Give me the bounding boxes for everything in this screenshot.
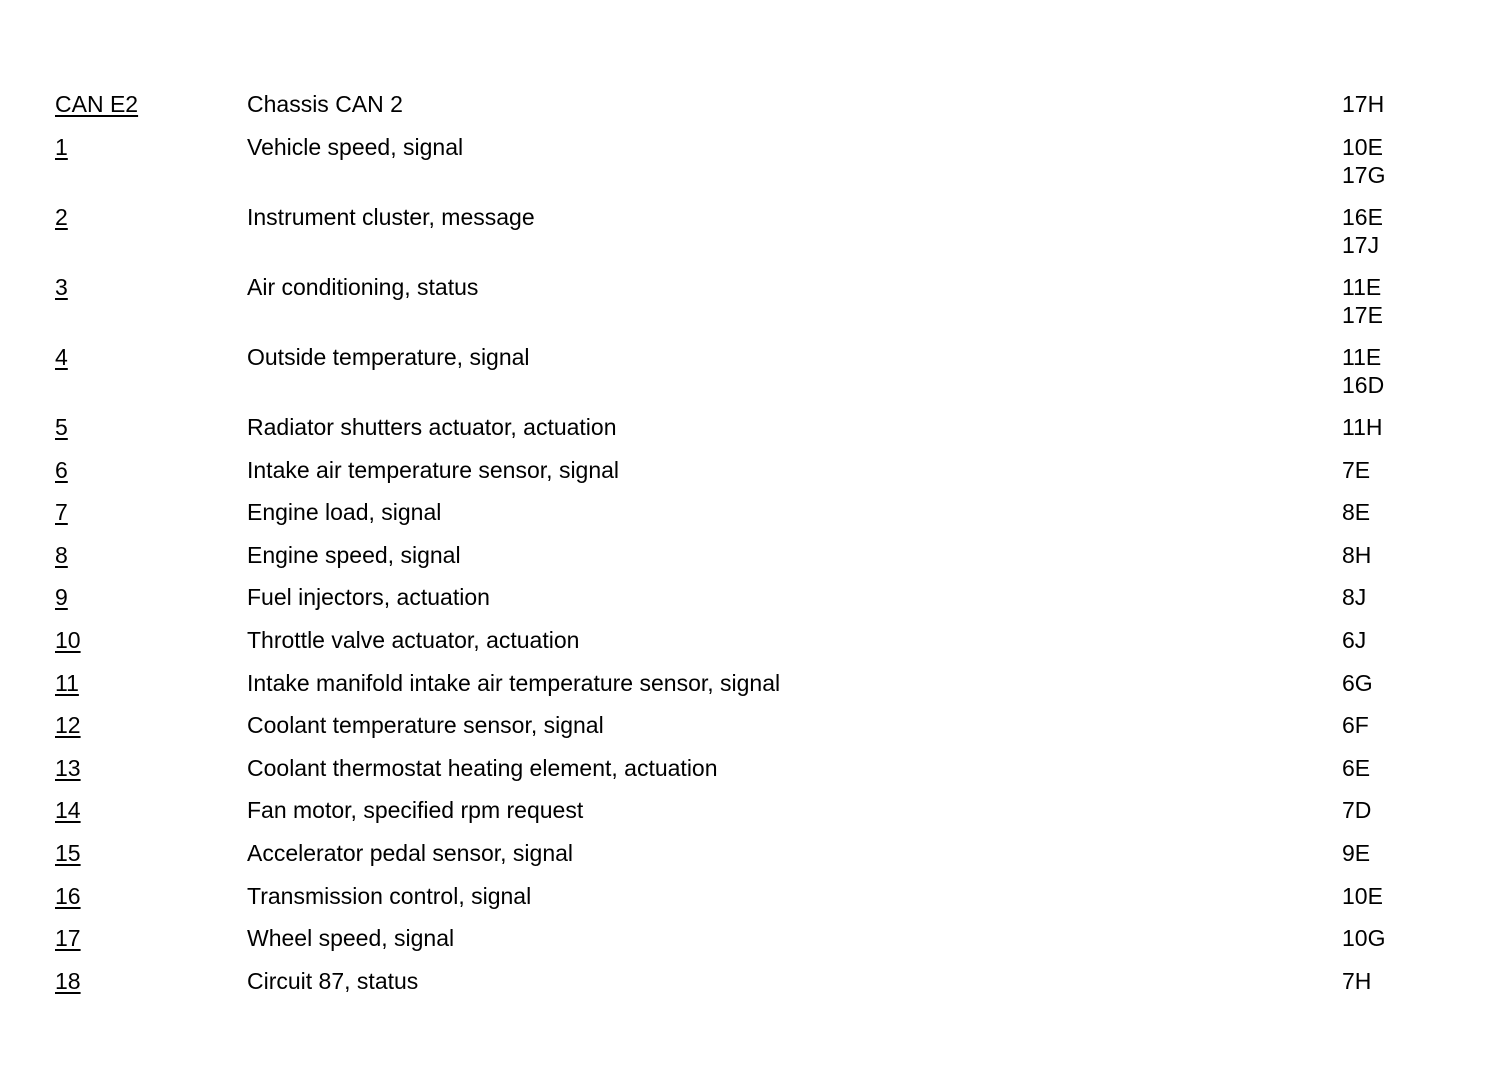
row-code: 13 [55, 754, 81, 781]
table-row [55, 456, 1455, 499]
row-ref: 6E [1342, 754, 1371, 781]
row-code: 10 [55, 626, 81, 653]
row-refs [1342, 498, 1455, 526]
row-refs [1342, 839, 1455, 867]
header-ref: 17H [1342, 91, 1385, 117]
row-ref: 7D [1342, 797, 1372, 824]
legend-rows [55, 133, 1455, 1009]
row-ref: 6G [1342, 669, 1373, 696]
row-code: 1 [55, 134, 68, 160]
table-row [55, 754, 1455, 797]
table-row [55, 583, 1455, 626]
table-row [55, 669, 1455, 712]
row-ref: 11E [1342, 344, 1382, 370]
row-description: Vehicle speed, signal [247, 134, 464, 160]
row-refs [1342, 882, 1455, 910]
row-ref: 9E [1342, 839, 1371, 866]
row-code: 3 [55, 274, 68, 300]
row-code: 12 [55, 712, 81, 739]
row-description: Fan motor, specified rpm request [247, 797, 584, 824]
table-row [55, 924, 1455, 967]
table-row [55, 711, 1455, 754]
header-description: Chassis CAN 2 [247, 91, 403, 117]
row-refs [1342, 456, 1455, 484]
row-code: 18 [55, 967, 81, 994]
header-row [55, 90, 1455, 133]
row-code: 17 [55, 925, 81, 952]
row-description: Fuel injectors, actuation [247, 584, 490, 611]
row-code: 15 [55, 839, 81, 866]
row-code: 14 [55, 797, 81, 824]
table-row [55, 796, 1455, 839]
table-row [55, 133, 1455, 203]
row-code: 4 [55, 344, 68, 370]
table-row [55, 498, 1455, 541]
row-ref: 17G [1342, 162, 1386, 188]
row-refs [1342, 583, 1455, 611]
row-ref: 10E [1342, 134, 1383, 160]
table-row [55, 273, 1455, 343]
row-ref: 7E [1342, 456, 1371, 483]
table-row [55, 203, 1455, 273]
table-row [55, 626, 1455, 669]
row-description: Coolant thermostat heating element, actuation [247, 754, 718, 781]
row-description: Engine load, signal [247, 499, 442, 526]
row-refs [1342, 967, 1455, 995]
row-description: Throttle valve actuator, actuation [247, 626, 580, 653]
legend-table [55, 90, 1455, 1009]
row-description: Coolant temperature sensor, signal [247, 712, 604, 739]
row-ref: 16D [1342, 372, 1385, 398]
row-refs [1342, 343, 1455, 399]
row-refs [1342, 626, 1455, 654]
row-ref: 6F [1342, 712, 1369, 739]
row-description: Accelerator pedal sensor, signal [247, 839, 574, 866]
row-description: Intake air temperature sensor, signal [247, 456, 620, 483]
row-description: Air conditioning, status [247, 274, 479, 300]
row-refs [1342, 924, 1455, 952]
row-code: 5 [55, 414, 68, 440]
row-code: 7 [55, 499, 68, 526]
row-refs [1342, 669, 1455, 697]
row-ref: 7H [1342, 967, 1372, 994]
row-description: Outside temperature, signal [247, 344, 530, 370]
row-refs [1342, 273, 1455, 329]
row-ref: 10G [1342, 925, 1386, 952]
row-description: Engine speed, signal [247, 541, 461, 568]
table-row [55, 541, 1455, 584]
row-refs [1342, 541, 1455, 569]
row-code: 11 [55, 669, 79, 696]
row-code: 6 [55, 456, 68, 483]
row-refs [1342, 796, 1455, 824]
table-row [55, 343, 1455, 413]
table-row [55, 413, 1455, 456]
row-ref: 11E [1342, 274, 1382, 300]
row-description: Intake manifold intake air temperature sensor, signal [247, 669, 781, 696]
table-row [55, 839, 1455, 882]
row-ref: 6J [1342, 626, 1367, 653]
row-ref: 8E [1342, 499, 1371, 526]
row-ref: 10E [1342, 882, 1383, 909]
row-code: 9 [55, 584, 68, 611]
row-ref: 17E [1342, 302, 1383, 328]
row-description: Instrument cluster, message [247, 204, 535, 230]
row-description: Radiator shutters actuator, actuation [247, 414, 617, 440]
row-refs [1342, 711, 1455, 739]
row-ref: 17J [1342, 232, 1380, 258]
header-refs [1342, 90, 1455, 118]
row-description: Transmission control, signal [247, 882, 532, 909]
row-refs [1342, 754, 1455, 782]
row-ref: 11H [1342, 414, 1383, 440]
header-code: CAN E2 [55, 91, 139, 117]
row-ref: 8H [1342, 541, 1372, 568]
row-ref: 8J [1342, 584, 1367, 611]
row-refs [1342, 133, 1455, 189]
table-row [55, 882, 1455, 925]
table-row [55, 967, 1455, 1010]
row-refs [1342, 413, 1455, 441]
row-code: 2 [55, 204, 68, 230]
row-description: Circuit 87, status [247, 967, 419, 994]
row-refs [1342, 203, 1455, 259]
row-code: 8 [55, 541, 68, 568]
row-code: 16 [55, 882, 81, 909]
row-ref: 16E [1342, 204, 1383, 230]
row-description: Wheel speed, signal [247, 925, 455, 952]
